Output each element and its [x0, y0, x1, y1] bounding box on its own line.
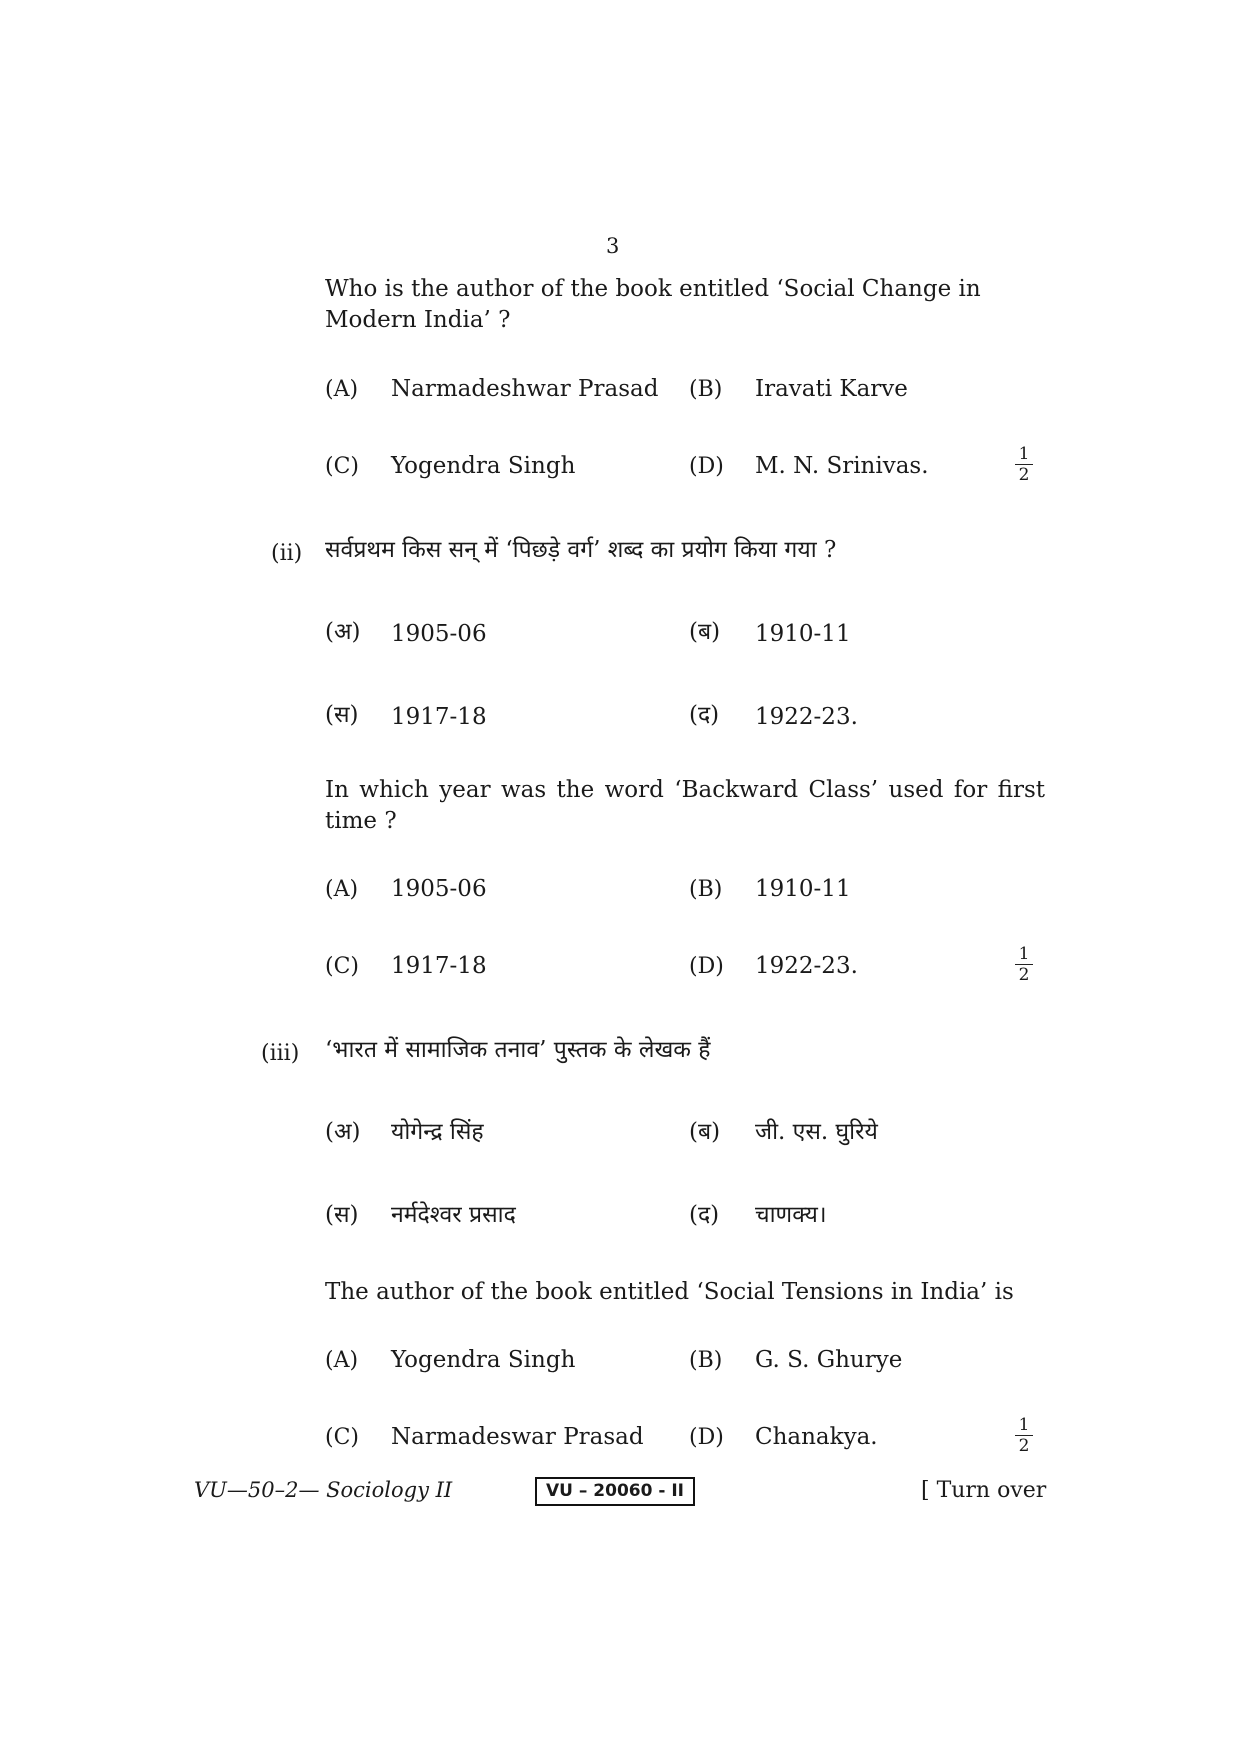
marks-fraction: [1015, 445, 1033, 484]
option-label: (A): [325, 877, 359, 902]
option-text: Narmadeswar Prasad: [391, 1424, 644, 1450]
option-label: (C): [325, 954, 359, 979]
footer-boxed-code: VU – 20060 - II: [535, 1477, 695, 1506]
option-label: (D): [689, 954, 724, 979]
option-text: Iravati Karve: [755, 376, 908, 402]
fraction-numerator: 1: [1015, 1416, 1033, 1436]
page-number: 3: [606, 234, 620, 258]
option-text: 1910-11: [755, 876, 851, 902]
option-text: 1905-06: [391, 876, 487, 902]
option-text: 1922-23.: [755, 704, 858, 730]
option-label: (A): [325, 377, 359, 402]
option-label: (द): [689, 1202, 720, 1228]
option-text: 1917-18: [391, 704, 487, 730]
option-text: G. S. Ghurye: [755, 1347, 903, 1373]
option-label: (द): [689, 702, 720, 728]
fraction-denominator: 2: [1018, 1436, 1030, 1456]
fraction-denominator: 2: [1018, 965, 1030, 985]
option-text: Yogendra Singh: [391, 1347, 576, 1373]
option-label: (A): [325, 1348, 359, 1373]
option-label: (स): [325, 702, 359, 728]
footer-turn-over: [ Turn over: [921, 1478, 1047, 1503]
question-1-english-text: Who is the author of the book entitled ‘Social Change in Modern India’ ?: [325, 276, 981, 333]
option-text: जी. एस. घुरिये: [755, 1119, 878, 1145]
fraction-numerator: 1: [1015, 945, 1033, 965]
option-text: 1917-18: [391, 953, 487, 979]
option-label: (B): [689, 877, 723, 902]
option-text: 1922-23.: [755, 953, 858, 979]
marks-fraction: [1015, 945, 1033, 984]
option-label: (D): [689, 454, 724, 479]
question-3-english-text: The author of the book entitled ‘Social Tensions in India’ is: [325, 1279, 1014, 1305]
option-text: 1910-11: [755, 621, 851, 647]
option-text: योगेन्द्र सिंह: [391, 1119, 484, 1145]
option-label: (D): [689, 1425, 724, 1450]
fraction-denominator: 2: [1018, 465, 1030, 485]
fraction-numerator: 1: [1015, 445, 1033, 465]
option-label: (ब): [689, 619, 721, 645]
option-label: (C): [325, 1425, 359, 1450]
option-label: (B): [689, 1348, 723, 1373]
question-2-english-text: In which year was the word ‘Backward Class’ used for first time ?: [325, 777, 1045, 834]
option-text: Yogendra Singh: [391, 453, 576, 479]
option-label: (अ): [325, 1119, 361, 1145]
option-text: Narmadeshwar Prasad: [391, 376, 659, 402]
question-number: (ii): [271, 541, 303, 566]
option-text: 1905-06: [391, 621, 487, 647]
option-label: (ब): [689, 1119, 721, 1145]
footer-paper-code: VU—50–2— Sociology II: [194, 1478, 453, 1502]
option-text: M. N. Srinivas.: [755, 453, 929, 479]
option-label: (स): [325, 1202, 359, 1228]
option-label: (C): [325, 454, 359, 479]
option-label: (B): [689, 377, 723, 402]
option-label: (अ): [325, 619, 361, 645]
option-text: चाणक्य।: [755, 1202, 827, 1228]
option-text: Chanakya.: [755, 1424, 878, 1450]
marks-fraction: [1015, 1416, 1033, 1455]
question-2-hindi-text: सर्वप्रथम किस सन् में ‘पिछड़े वर्ग’ शब्द का प्रयोग किया गया ?: [325, 537, 837, 563]
question-number: (iii): [261, 1041, 300, 1066]
question-3-hindi-text: ‘भारत में सामाजिक तनाव’ पुस्तक के लेखक हैं: [325, 1037, 711, 1063]
option-text: नर्मदेश्वर प्रसाद: [391, 1202, 516, 1228]
